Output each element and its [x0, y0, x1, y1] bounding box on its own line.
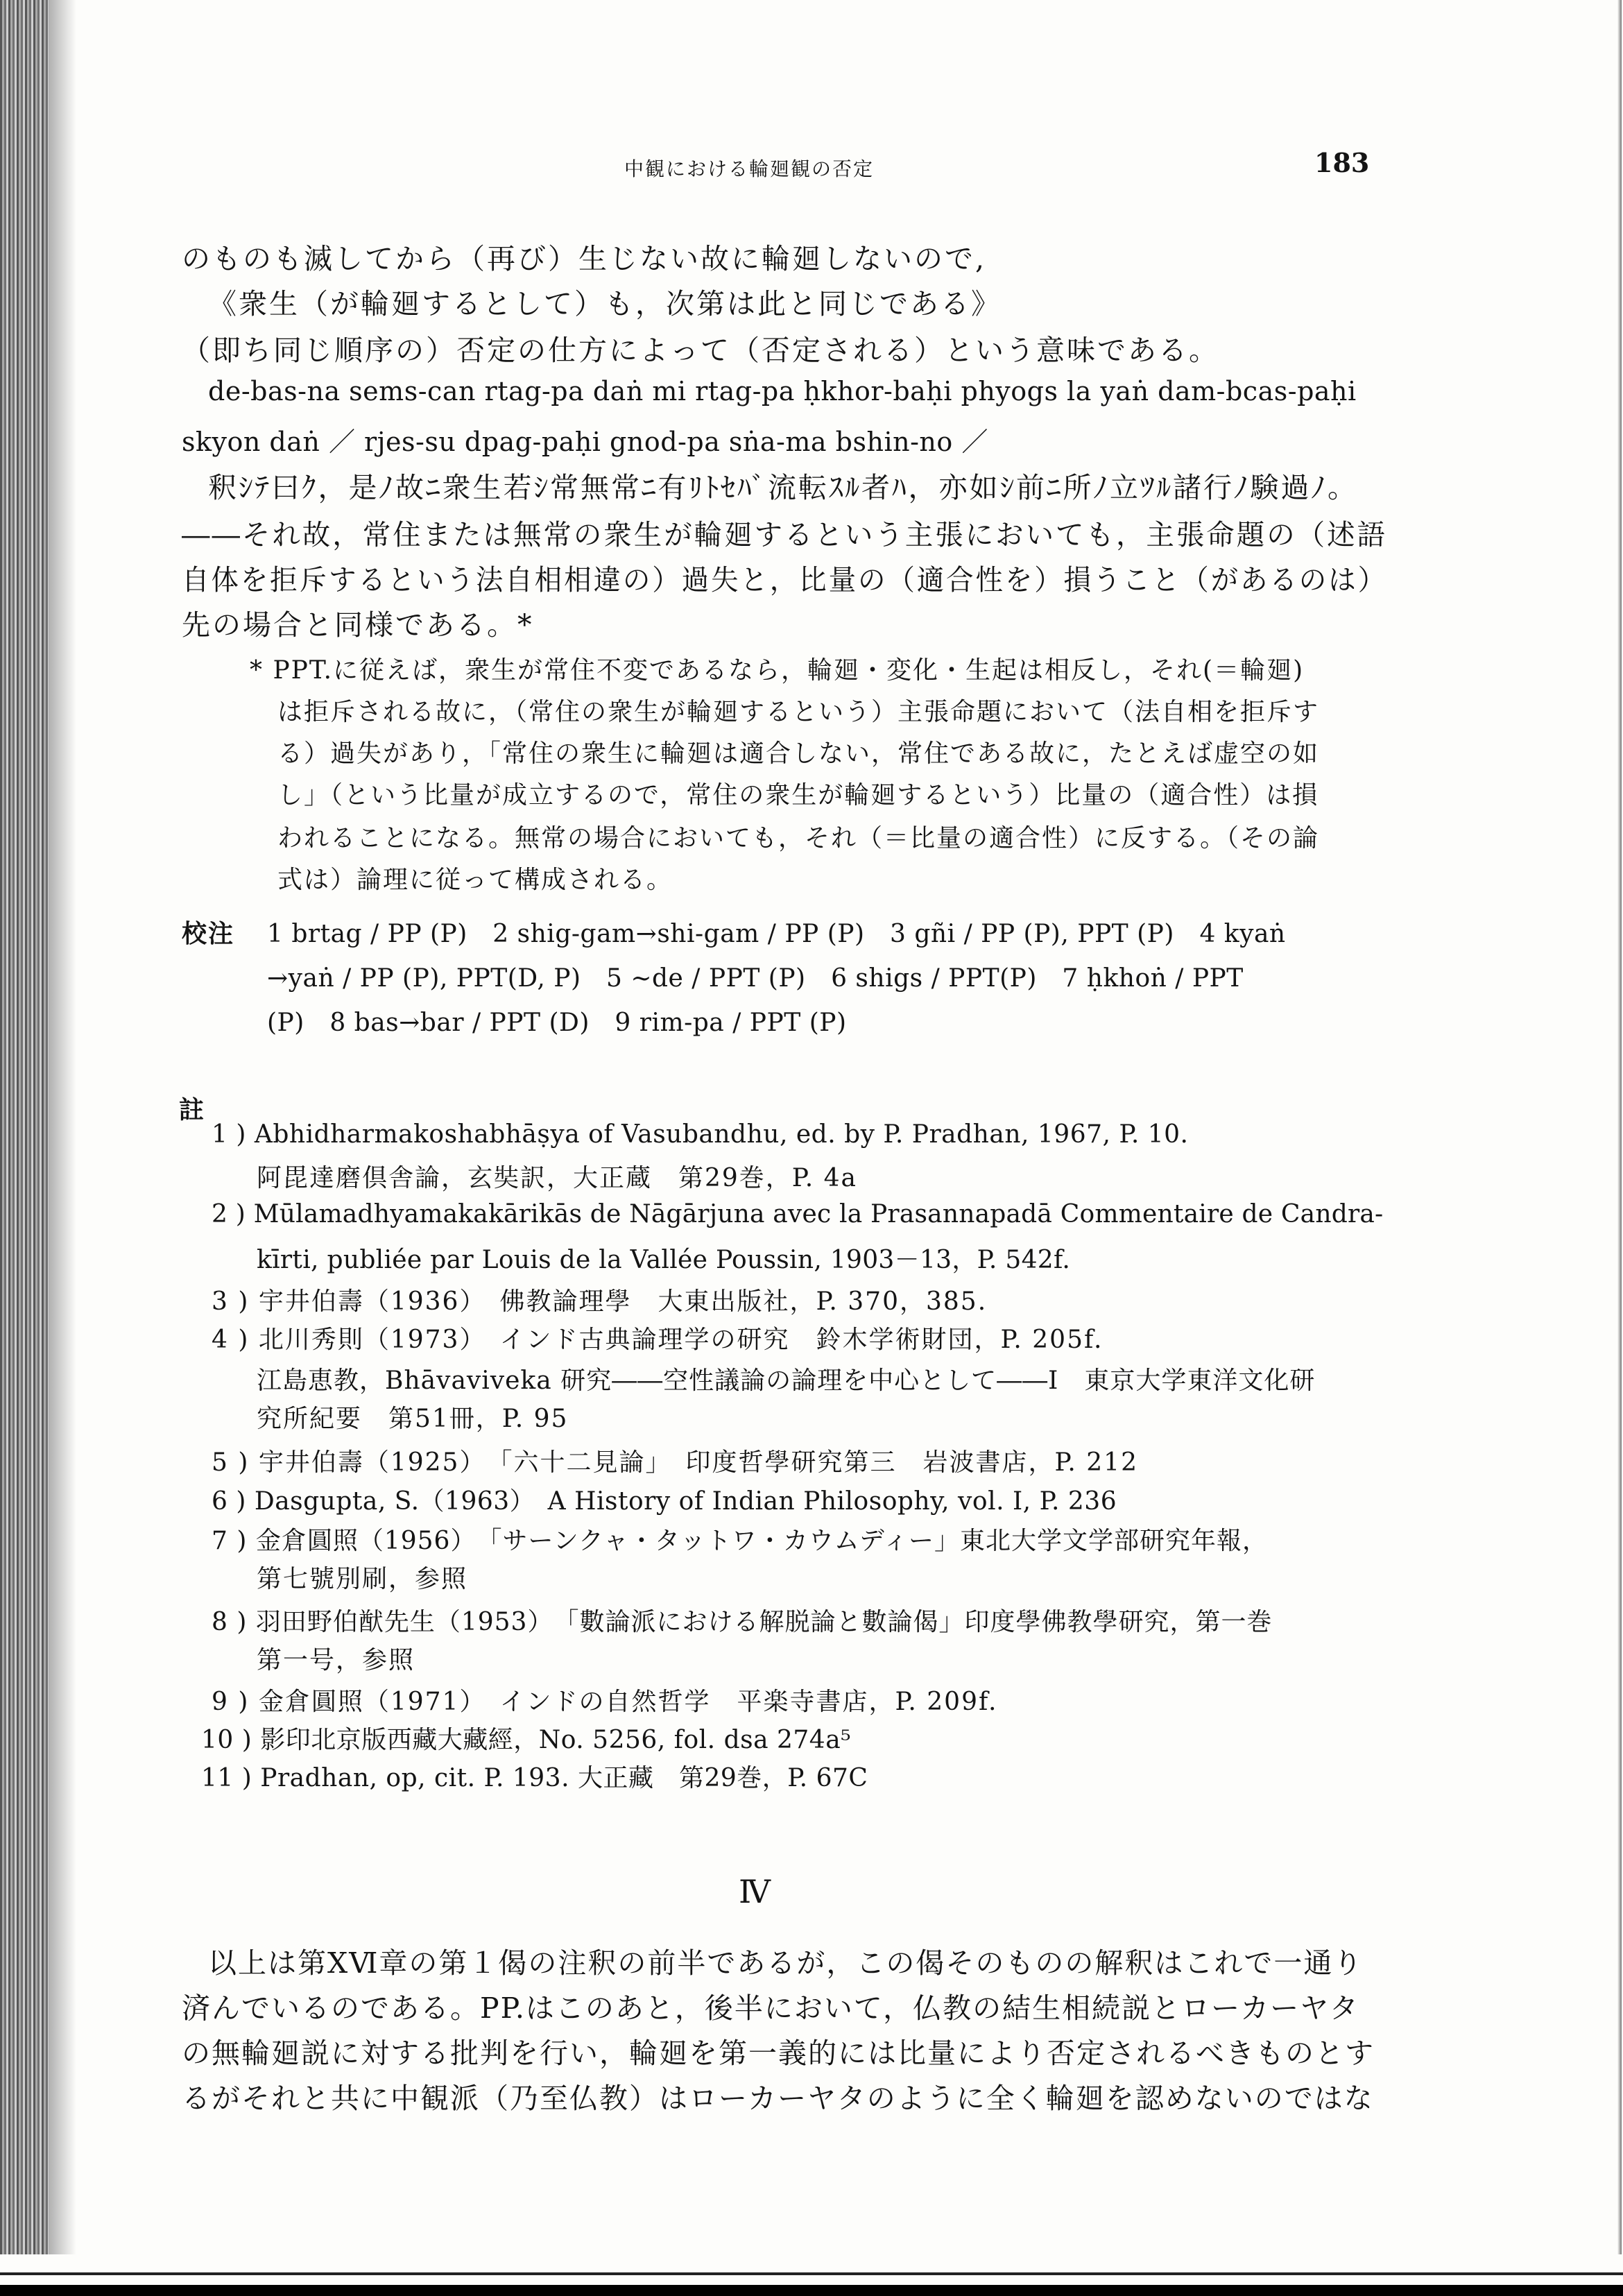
asterisk-note-line: る）過失があり，「常住の衆生に輪廻は適合しない，常住である故に，たとえば虚空の如 [277, 739, 1320, 768]
note-line: 3 ) 宇井伯壽（1936） 佛教論理學 大東出版社，P. 370，385. [212, 1287, 988, 1316]
note-line: 5 ) 宇井伯壽（1925） 「六十二見論」 印度哲學研究第三 岩波書店，P. 212 [212, 1448, 1138, 1477]
page-number: 183 [1314, 147, 1370, 178]
body-line: ――それ故，常住または無常の衆生が輪廻するという主張においても，主張命題の（述語 [182, 518, 1387, 551]
body-line: 《衆生（が輪廻するとして）も，次第は此と同じである》 [208, 287, 1002, 320]
note-line: 4 ) 北川秀則（1973） インド古典論理学の研究 鈴木学術財団，P. 205f. [212, 1326, 1104, 1354]
spine-fade [49, 0, 76, 2296]
book-spine-shadow [0, 0, 49, 2296]
scan-bottom-edge [0, 2254, 1623, 2296]
note-line: 6 ) Dasgupta, S.（1963） A History of Indian Philosophy, vol. I, P. 236 [212, 1487, 1117, 1516]
collation-label: 校注 [182, 919, 235, 948]
section-body-line: 以上は第ⅩⅥ章の第１偈の注釈の前半であるが，この偈そのものの解釈はこれで一通り [208, 1946, 1364, 1980]
note-line: 8 ) 羽田野伯猷先生（1953） 「數論派における解脱論と數論偈」印度學佛教學研究，第一巻 [212, 1608, 1273, 1636]
collation-line: 1 brtag / PP (P) 2 shig-gam→shi-gam / PP (P) 3 gñi / PP (P), PPT (P) 4 kyaṅ [267, 920, 1286, 948]
section-numeral: Ⅳ [739, 1873, 771, 1910]
running-head: 中観における輪廻観の否定 [624, 157, 875, 180]
collation-line: →yaṅ / PP (P), PPT(D, P) 5 ~de / PPT (P) 6 shigs / PPT(P) 7 ḥkhoṅ / PPT [267, 964, 1244, 993]
note-line: 7 ) 金倉圓照（1956） 「サーンクャ・タットワ・カウムディー」東北大学文学部研究年報， [212, 1527, 1268, 1555]
asterisk-note-line: し」（という比量が成立するので，常住の衆生が輪廻するという）比量の（適合性）は損 [277, 781, 1319, 809]
note-line: kīrti, publiée par Louis de la Vallée Poussin, 1903－13，P. 542f. [257, 1246, 1071, 1274]
body-line: のものも滅してから（再び）生じない故に輪廻しないので, [182, 242, 987, 275]
note-line: 11 ) Pradhan, op, cit. P. 193. 大正藏 第29巻，P. 67C [201, 1764, 868, 1792]
body-line: 自体を拒斥するという法自相相違の）過失と，比量の（適合性を）損うこと（があるのは） [182, 563, 1387, 597]
note-line: 1 ) Abhidharmakoshabhāṣya of Vasubandhu, ed. by P. Pradhan, 1967, P. 10. [212, 1120, 1189, 1149]
notes-label: 註 [179, 1095, 206, 1124]
section-body-line: の無輪廻説に対する批判を行い，輪廻を第一義的には比量により否定されるべきものとす [182, 2037, 1375, 2070]
note-line: 2 ) Mūlamadhyamakakārikās de Nāgārjuna avec la Prasannapadā Commentaire de Candra- [212, 1200, 1384, 1228]
asterisk-note-line: 式は）論理に従って構成される。 [277, 866, 673, 894]
note-line: 究所紀要 第51冊，P. 95 [257, 1405, 569, 1433]
note-line: 阿毘達磨倶舎論，玄奘訳，大正蔵 第29巻，P. 4a [257, 1164, 857, 1192]
page-right-edge [1617, 0, 1622, 2296]
note-line: 江島恵教，Bhāvaviveka 研究――空性議論の論理を中心として――Ⅰ 東京大学東洋文化研 [257, 1367, 1316, 1395]
asterisk-note-line: われることになる。無常の場合においても，それ（＝比量の適合性）に反する。（その論 [277, 824, 1320, 853]
chinese-translation-line: 釈ｼﾃ曰ｸ，是ﾉ故ﾆ衆生若ｼ常無常ﾆ有ﾘﾄｾﾊﾞ流転ｽﾙ者ﾊ，亦如ｼ前ﾆ所ﾉ立ﾂﾙ諸行ﾉ験過ﾉ。 [208, 471, 1358, 504]
body-line: （即ち同じ順序の）否定の仕方によって（否定される）という意味である。 [182, 334, 1219, 367]
note-line: 10 ) 影印北京版西藏大藏經，No. 5256, fol. dsa 274a⁵ [201, 1726, 852, 1754]
collation-line: (P) 8 bas→bar / PPT (D) 9 rim-pa / PPT (P) [267, 1009, 847, 1037]
asterisk-note-line: * PPT.に従えば，衆生が常住不変であるなら，輪廻・変化・生起は相反し，それ(＝輪廻) [250, 656, 1305, 685]
section-body-line: るがそれと共に中観派（乃至仏教）はローカーヤタのように全く輪廻を認めないのではな [182, 2082, 1374, 2115]
tibetan-line: de-bas-na sems-can rtag-pa daṅ mi rtag-pa ḥkhor-baḥi phyogs la yaṅ dam-bcas-paḥi [208, 376, 1357, 406]
tibetan-line: skyon daṅ ／ rjes-su dpag-paḥi gnod-pa sṅa-ma bshin-no ／ [182, 427, 988, 457]
note-line: 第七號別刷，参照 [257, 1565, 468, 1593]
note-line: 9 ) 金倉圓照（1971） インドの自然哲学 平楽寺書店，P. 209f. [212, 1688, 998, 1716]
note-line: 第一号，参照 [257, 1646, 415, 1674]
section-body-line: 済んでいるのである。PP.はこのあと，後半において，仏教の結生相続説とローカーヤタ [182, 1991, 1359, 2025]
asterisk-note-line: は拒斥される故に，（常住の衆生が輪廻するという）主張命題において（法自相を拒斥す [277, 698, 1320, 726]
body-line: 先の場合と同様である。* [182, 608, 534, 642]
